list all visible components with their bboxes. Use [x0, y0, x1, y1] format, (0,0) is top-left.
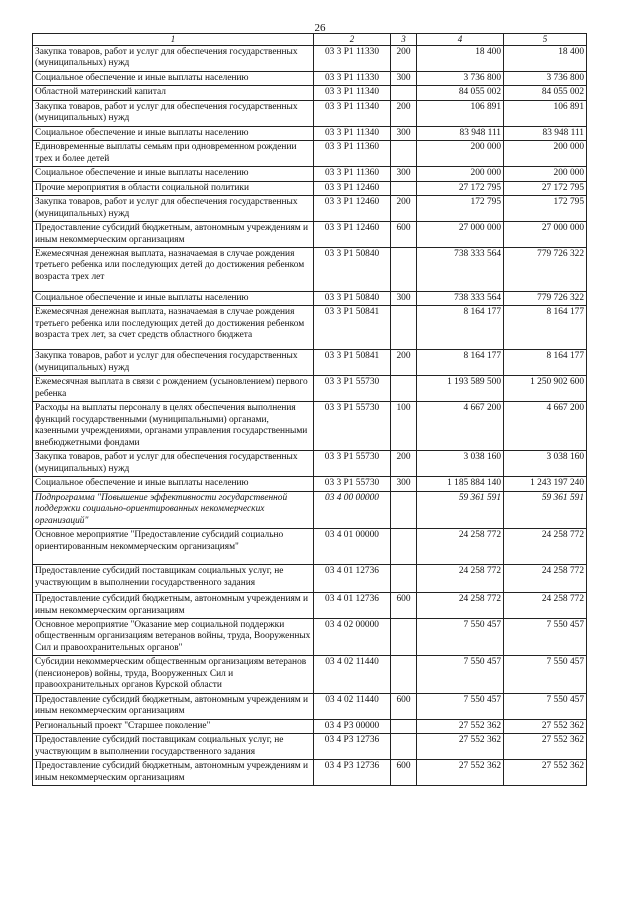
row-amount-year2: 84 055 002 [504, 86, 587, 100]
row-name: Социальное обеспечение и иные выплаты населению [33, 167, 314, 181]
table-row [33, 350, 587, 376]
table-row [33, 529, 587, 565]
column-number-1: 1 [33, 34, 314, 46]
row-amount-year2: 27 000 000 [504, 222, 587, 248]
row-amount-year1: 27 000 000 [417, 222, 504, 248]
row-amount-year1: 4 667 200 [417, 402, 504, 451]
table-row [33, 565, 587, 593]
row-amount-year2: 7 550 457 [504, 656, 587, 693]
row-name: Социальное обеспечение и иные выплаты населению [33, 71, 314, 85]
row-amount-year1: 7 550 457 [417, 693, 504, 719]
budget-table [32, 33, 587, 786]
row-amount-year2: 7 550 457 [504, 693, 587, 719]
row-code: 03 3 Р1 11340 [314, 86, 391, 100]
row-name: Предоставление субсидий поставщикам социальных услуг, не участвующим в выполнении государственного задания [33, 734, 314, 760]
row-amount-year1: 7 550 457 [417, 618, 504, 655]
row-code: 03 3 Р1 50841 [314, 350, 391, 376]
table-row [33, 306, 587, 350]
table-row [33, 222, 587, 248]
row-name: Предоставление субсидий поставщикам социальных услуг, не участвующим в выполнении государственного задания [33, 565, 314, 593]
table-row [33, 656, 587, 693]
row-name: Предоставление субсидий бюджетным, автономным учреждениям и иным некоммерческим организациям [33, 760, 314, 786]
row-code: 03 4 Р3 12736 [314, 734, 391, 760]
row-expense-type [391, 618, 417, 655]
row-amount-year1: 738 333 564 [417, 292, 504, 306]
row-code: 03 3 Р1 55730 [314, 451, 391, 477]
row-amount-year2: 1 243 197 240 [504, 477, 587, 491]
column-number-row [33, 34, 587, 46]
row-amount-year1: 738 333 564 [417, 248, 504, 292]
row-code: 03 3 Р1 11340 [314, 126, 391, 140]
row-code: 03 3 Р1 11330 [314, 71, 391, 85]
row-code: 03 3 Р1 55730 [314, 402, 391, 451]
row-amount-year2: 172 795 [504, 196, 587, 222]
table-row [33, 167, 587, 181]
row-code: 03 3 Р1 55730 [314, 376, 391, 402]
row-amount-year1: 24 258 772 [417, 529, 504, 565]
table-row [33, 86, 587, 100]
row-name: Единовременные выплаты семьям при одновременном рождении трех и более детей [33, 141, 314, 167]
row-expense-type [391, 656, 417, 693]
row-code: 03 3 Р1 50841 [314, 306, 391, 350]
row-expense-type: 200 [391, 45, 417, 71]
row-expense-type: 100 [391, 402, 417, 451]
row-amount-year1: 8 164 177 [417, 306, 504, 350]
row-amount-year2: 24 258 772 [504, 593, 587, 619]
row-amount-year1: 200 000 [417, 141, 504, 167]
row-expense-type [391, 306, 417, 350]
row-name: Ежемесячная денежная выплата, назначаемая в случае рождения третьего ребенка или последующих детей до достижения ребенком возраста трех лет, за счет средств областного бюджета [33, 306, 314, 350]
row-amount-year2: 200 000 [504, 141, 587, 167]
row-code: 03 4 Р3 12736 [314, 760, 391, 786]
row-amount-year1: 83 948 111 [417, 126, 504, 140]
row-amount-year1: 3 038 160 [417, 451, 504, 477]
row-amount-year2: 24 258 772 [504, 565, 587, 593]
row-name: Закупка товаров, работ и услуг для обеспечения государственных (муниципальных) нужд [33, 196, 314, 222]
row-expense-type [391, 565, 417, 593]
row-name: Основное мероприятие "Предоставление субсидий социально ориентированным некоммерческим организациям" [33, 529, 314, 565]
row-amount-year1: 27 552 362 [417, 760, 504, 786]
row-expense-type: 600 [391, 693, 417, 719]
row-expense-type [391, 719, 417, 733]
row-expense-type: 300 [391, 167, 417, 181]
row-name: Субсидии некоммерческим общественным организациям ветеранов (пенсионеров) войны, труда, Вооруженных Сил и правоохранительных органов Курской области [33, 656, 314, 693]
column-number-2: 2 [314, 34, 391, 46]
row-expense-type: 600 [391, 593, 417, 619]
row-amount-year2: 200 000 [504, 167, 587, 181]
row-expense-type [391, 376, 417, 402]
row-amount-year2: 59 361 591 [504, 491, 587, 528]
table-row [33, 477, 587, 491]
row-amount-year1: 172 795 [417, 196, 504, 222]
row-name: Закупка товаров, работ и услуг для обеспечения государственных (муниципальных) нужд [33, 451, 314, 477]
row-expense-type [391, 491, 417, 528]
table-row [33, 248, 587, 292]
row-code: 03 4 02 11440 [314, 656, 391, 693]
row-name: Предоставление субсидий бюджетным, автономным учреждениям и иным некоммерческим организациям [33, 693, 314, 719]
row-code: 03 4 01 00000 [314, 529, 391, 565]
row-code: 03 3 Р1 12460 [314, 181, 391, 195]
row-amount-year2: 27 552 362 [504, 734, 587, 760]
table-row [33, 760, 587, 786]
row-amount-year2: 27 172 795 [504, 181, 587, 195]
row-expense-type: 300 [391, 292, 417, 306]
row-code: 03 3 Р1 11360 [314, 141, 391, 167]
row-expense-type: 300 [391, 477, 417, 491]
row-name: Закупка товаров, работ и услуг для обеспечения государственных (муниципальных) нужд [33, 350, 314, 376]
table-row [33, 100, 587, 126]
row-code: 03 3 Р1 11340 [314, 100, 391, 126]
row-amount-year2: 8 164 177 [504, 306, 587, 350]
row-code: 03 4 01 12736 [314, 593, 391, 619]
row-expense-type [391, 248, 417, 292]
row-expense-type [391, 529, 417, 565]
row-name: Закупка товаров, работ и услуг для обеспечения государственных (муниципальных) нужд [33, 45, 314, 71]
row-expense-type: 200 [391, 350, 417, 376]
row-name: Социальное обеспечение и иные выплаты населению [33, 126, 314, 140]
row-expense-type [391, 141, 417, 167]
row-amount-year2: 27 552 362 [504, 719, 587, 733]
row-amount-year2: 1 250 902 600 [504, 376, 587, 402]
table-row [33, 402, 587, 451]
row-name: Прочие мероприятия в области социальной политики [33, 181, 314, 195]
row-amount-year2: 779 726 322 [504, 292, 587, 306]
row-amount-year2: 8 164 177 [504, 350, 587, 376]
table-row [33, 451, 587, 477]
row-name: Основное мероприятие "Оказание мер социальной поддержки общественным организациям ветеранов войны, труда, Вооруженных Сил и правоохранительных органов" [33, 618, 314, 655]
table-row [33, 292, 587, 306]
row-name: Ежемесячная денежная выплата, назначаемая в случае рождения третьего ребенка или последующих детей до достижения ребенком возраста трех лет [33, 248, 314, 292]
page-number: 26 [314, 22, 326, 34]
row-amount-year1: 24 258 772 [417, 593, 504, 619]
row-name: Социальное обеспечение и иные выплаты населению [33, 292, 314, 306]
table-row [33, 71, 587, 85]
row-expense-type: 200 [391, 100, 417, 126]
row-amount-year1: 3 736 800 [417, 71, 504, 85]
row-code: 03 3 Р1 50840 [314, 248, 391, 292]
row-amount-year2: 779 726 322 [504, 248, 587, 292]
row-name: Подпрограмма "Повышение эффективности государственной поддержки социально-ориентированных некоммерческих организаций" [33, 491, 314, 528]
row-amount-year1: 1 185 884 140 [417, 477, 504, 491]
row-amount-year1: 106 891 [417, 100, 504, 126]
row-amount-year2: 106 891 [504, 100, 587, 126]
table-row [33, 693, 587, 719]
row-amount-year2: 4 667 200 [504, 402, 587, 451]
table-row [33, 196, 587, 222]
table-row [33, 593, 587, 619]
row-name: Расходы на выплаты персоналу в целях обеспечения выполнения функций государственными (муниципальными) органами, казенными учреждениями, органами управления государственными внебюджетными фондами [33, 402, 314, 451]
row-expense-type: 300 [391, 126, 417, 140]
row-name: Предоставление субсидий бюджетным, автономным учреждениям и иным некоммерческим организациям [33, 593, 314, 619]
row-amount-year2: 18 400 [504, 45, 587, 71]
table-row [33, 126, 587, 140]
row-code: 03 3 Р1 50840 [314, 292, 391, 306]
table-row [33, 141, 587, 167]
row-code: 03 4 01 12736 [314, 565, 391, 593]
row-expense-type: 200 [391, 451, 417, 477]
table-row [33, 45, 587, 71]
row-name: Предоставление субсидий бюджетным, автономным учреждениям и иным некоммерческим организациям [33, 222, 314, 248]
row-amount-year2: 24 258 772 [504, 529, 587, 565]
row-amount-year2: 3 736 800 [504, 71, 587, 85]
row-code: 03 4 Р3 00000 [314, 719, 391, 733]
row-name: Региональный проект "Старшее поколение" [33, 719, 314, 733]
row-code: 03 3 Р1 12460 [314, 222, 391, 248]
row-expense-type [391, 86, 417, 100]
row-code: 03 3 Р1 11360 [314, 167, 391, 181]
row-amount-year2: 83 948 111 [504, 126, 587, 140]
table-row [33, 734, 587, 760]
row-amount-year1: 27 172 795 [417, 181, 504, 195]
row-amount-year1: 27 552 362 [417, 719, 504, 733]
row-name: Социальное обеспечение и иные выплаты населению [33, 477, 314, 491]
row-expense-type: 600 [391, 222, 417, 248]
table-row [33, 376, 587, 402]
row-amount-year2: 3 038 160 [504, 451, 587, 477]
row-amount-year1: 24 258 772 [417, 565, 504, 593]
row-expense-type: 200 [391, 196, 417, 222]
row-name: Закупка товаров, работ и услуг для обеспечения государственных (муниципальных) нужд [33, 100, 314, 126]
row-name: Ежемесячная выплата в связи с рождением (усыновлением) первого ребенка [33, 376, 314, 402]
column-number-4: 4 [417, 34, 504, 46]
row-code: 03 3 Р1 11330 [314, 45, 391, 71]
row-amount-year2: 7 550 457 [504, 618, 587, 655]
row-amount-year1: 84 055 002 [417, 86, 504, 100]
row-code: 03 4 02 11440 [314, 693, 391, 719]
column-number-3: 3 [391, 34, 417, 46]
table-row [33, 181, 587, 195]
row-expense-type: 300 [391, 71, 417, 85]
row-amount-year1: 59 361 591 [417, 491, 504, 528]
table-row [33, 618, 587, 655]
row-amount-year1: 18 400 [417, 45, 504, 71]
row-code: 03 3 Р1 12460 [314, 196, 391, 222]
row-amount-year1: 1 193 589 500 [417, 376, 504, 402]
table-row [33, 491, 587, 528]
row-code: 03 4 02 00000 [314, 618, 391, 655]
table-row [33, 719, 587, 733]
row-amount-year1: 8 164 177 [417, 350, 504, 376]
column-number-5: 5 [504, 34, 587, 46]
row-expense-type [391, 181, 417, 195]
row-expense-type: 600 [391, 760, 417, 786]
row-amount-year2: 27 552 362 [504, 760, 587, 786]
row-expense-type [391, 734, 417, 760]
row-amount-year1: 200 000 [417, 167, 504, 181]
row-code: 03 4 00 00000 [314, 491, 391, 528]
row-name: Областной материнский капитал [33, 86, 314, 100]
row-code: 03 3 Р1 55730 [314, 477, 391, 491]
row-amount-year1: 7 550 457 [417, 656, 504, 693]
row-amount-year1: 27 552 362 [417, 734, 504, 760]
